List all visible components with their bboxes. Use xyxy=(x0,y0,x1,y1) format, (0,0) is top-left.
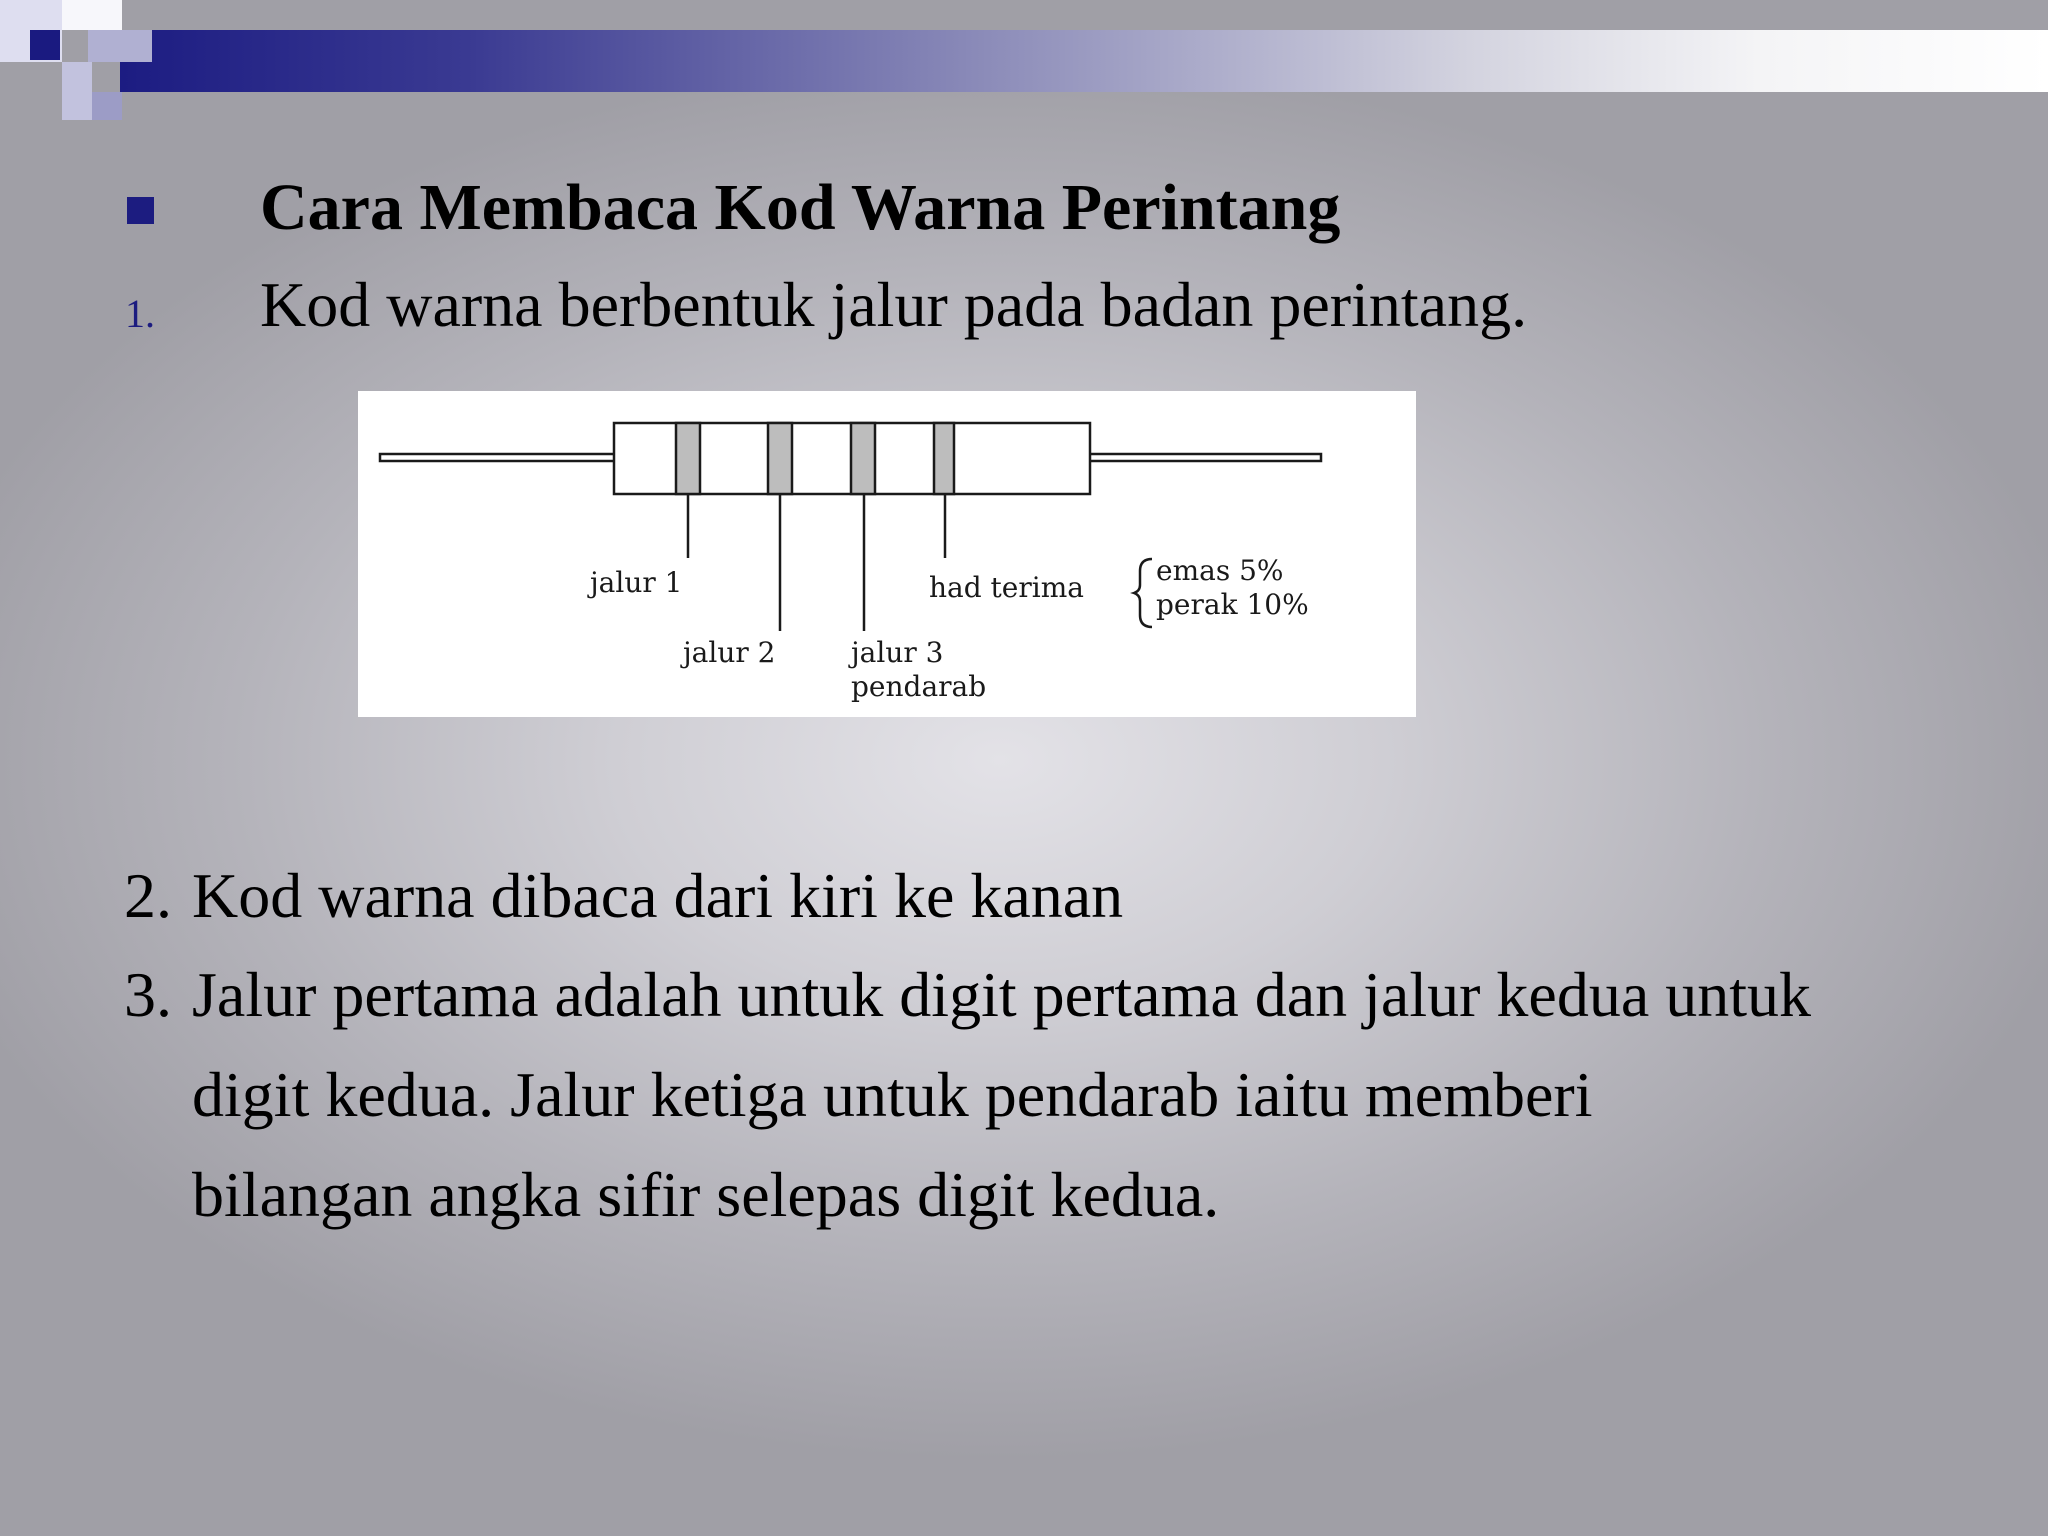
label-tolerance-silver: perak 10% xyxy=(1156,588,1309,621)
left-lead-wire xyxy=(380,454,616,461)
band-4 xyxy=(934,423,954,494)
point-2-text: Kod warna dibaca dari kiri ke kanan xyxy=(192,860,1124,931)
band-1 xyxy=(676,423,700,494)
deco-square-white xyxy=(62,0,122,30)
point-3 xyxy=(124,945,1974,1245)
label-tolerance-gold: emas 5% xyxy=(1156,554,1284,587)
point-1-text: Kod warna berbentuk jalur pada badan perintang. xyxy=(260,269,1528,340)
label-band-3: jalur 3 xyxy=(851,636,944,669)
label-band-2: jalur 2 xyxy=(683,636,776,669)
point-2 xyxy=(124,846,1974,946)
point-2-number: 2. xyxy=(124,860,172,931)
point-3-number: 3. xyxy=(124,959,172,1030)
band-3 xyxy=(851,423,875,494)
point-1-number: 1. xyxy=(125,291,155,336)
slide-title: Cara Membaca Kod Warna Perintang xyxy=(260,171,1341,244)
right-lead-wire xyxy=(1089,454,1321,461)
band-2 xyxy=(768,423,792,494)
deco-square-dark xyxy=(30,30,60,60)
label-band-1: jalur 1 xyxy=(590,566,683,599)
header-gradient-bar xyxy=(120,30,2048,92)
point-3-text: Jalur pertama adalah untuk digit pertama dan jalur kedua untuk digit kedua. Jalur ketiga untuk pendarab iaitu memberi bilangan angka sifir selepas digit kedua. xyxy=(192,959,1811,1230)
label-multiplier: pendarab xyxy=(851,670,987,703)
resistor-diagram xyxy=(358,391,1416,717)
deco-square-mid xyxy=(62,62,92,120)
label-tolerance: had terima xyxy=(929,571,1084,604)
bullet-square-icon xyxy=(127,197,154,224)
deco-square-lavender xyxy=(88,30,152,62)
deco-square-small xyxy=(92,92,122,120)
tolerance-brace xyxy=(1134,559,1152,627)
